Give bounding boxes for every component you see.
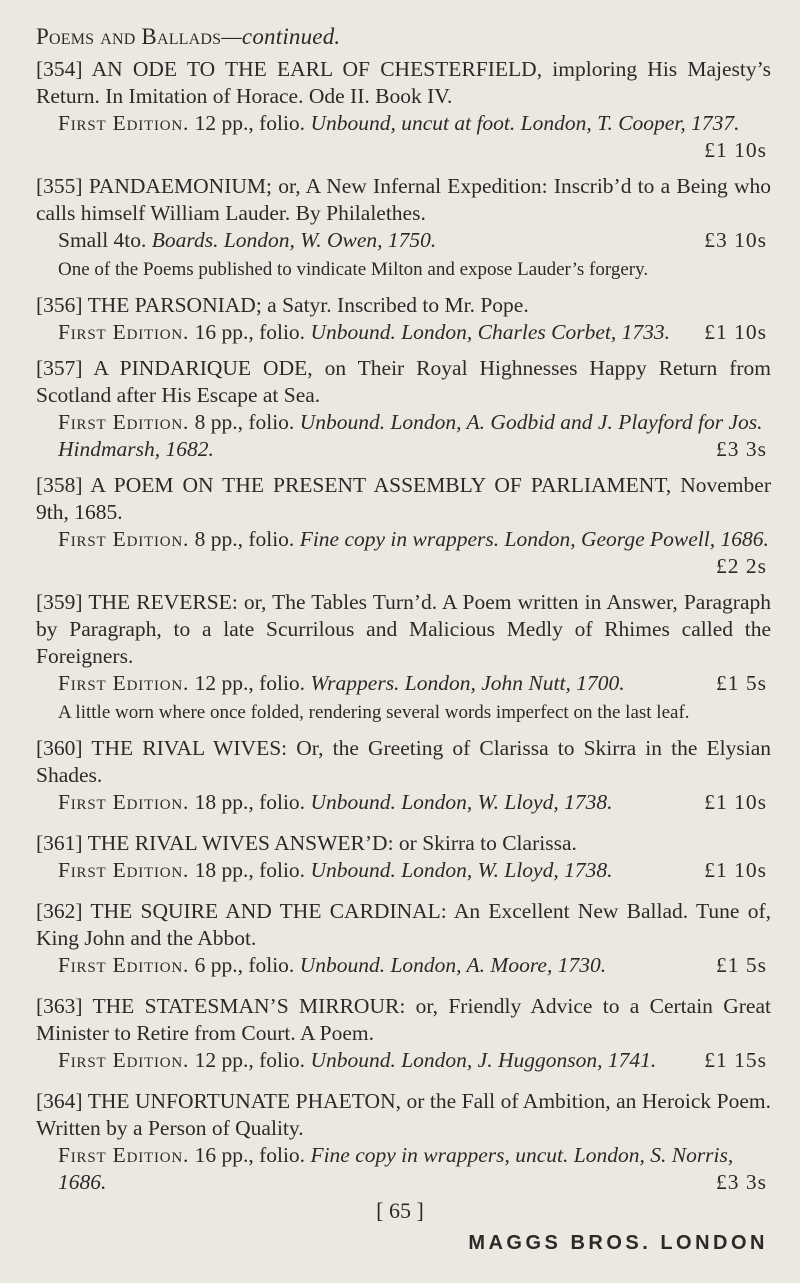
entry-price: £1 10s (704, 790, 767, 814)
entry-price: £2 2s (716, 554, 767, 578)
entry-price: £1 5s (716, 671, 767, 695)
entry-collation: 16 pp., folio. (194, 320, 306, 344)
entry-title (36, 355, 771, 409)
entry-price: £3 3s (716, 437, 767, 461)
entry-details (36, 110, 771, 162)
entry-price: £1 5s (716, 953, 767, 977)
entry-collation: 18 pp., folio. (194, 858, 306, 882)
entry-edition: First Edition. (58, 790, 190, 814)
entry-title (36, 589, 771, 670)
entry-imprint: Unbound. London, W. Lloyd, 1738. (310, 858, 613, 882)
entry-title-text: THE UNFORTUNATE PHAETON, or the Fall of Ambition, an Heroick Poem. Written by a Person of Quality. (36, 1089, 771, 1140)
catalogue-entry (36, 56, 771, 164)
entry-details (36, 670, 771, 697)
entry-number: [358] (36, 473, 83, 497)
entry-number: [363] (36, 994, 83, 1018)
entry-title-text: THE RIVAL WIVES ANSWER’D: or Skirra to Clarissa. (87, 831, 577, 855)
entry-title (36, 56, 771, 110)
entry-collation: 12 pp., folio. (194, 111, 306, 135)
catalogue-entry (36, 898, 771, 979)
entry-edition: First Edition. (58, 410, 190, 434)
catalogue-entry (36, 735, 771, 816)
entry-number: [364] (36, 1089, 83, 1113)
entry-imprint: Unbound. London, Charles Corbet, 1733. (310, 320, 670, 344)
entry-price: £3 3s (716, 1170, 767, 1194)
entry-edition: First Edition. (58, 527, 190, 551)
page-number: [ 65 ] (376, 1198, 424, 1223)
entry-collation: 6 pp., folio. (194, 953, 295, 977)
entry-edition: First Edition. (58, 111, 190, 135)
entry-title-text: THE STATESMAN’S MIRROUR: or, Friendly Advice to a Certain Great Minister to Retire from Court. A Poem. (36, 994, 771, 1045)
entry-imprint: Fine copy in wrappers, uncut. London, S. Norris, 1686. (58, 1143, 734, 1194)
entry-title (36, 735, 771, 789)
entry-collation: 12 pp., folio. (194, 1048, 306, 1072)
entry-price: £1 15s (704, 1048, 767, 1072)
entry-number: [354] (36, 57, 83, 81)
entry-title (36, 472, 771, 526)
entry-collation: 8 pp., folio. (194, 410, 295, 434)
entry-edition: First Edition. (58, 1048, 190, 1072)
entry-imprint: Unbound. London, J. Huggonson, 1741. (310, 1048, 657, 1072)
entry-title (36, 1088, 771, 1142)
entry-collation: 18 pp., folio. (194, 790, 306, 814)
catalogue-entry (36, 292, 771, 346)
entry-list (36, 56, 771, 1205)
entry-number: [357] (36, 356, 83, 380)
entry-edition: First Edition. (58, 953, 190, 977)
entry-details (36, 409, 771, 463)
entry-collation: 16 pp., folio. (194, 1143, 306, 1167)
entry-collation: 12 pp., folio. (194, 671, 306, 695)
entry-title (36, 898, 771, 952)
section-continued: —continued. (221, 24, 341, 49)
entry-title (36, 993, 771, 1047)
entry-title-text: AN ODE TO THE EARL OF CHESTERFIELD, imploring His Majesty’s Return. In Imitation of Horace. Ode II. Book IV. (36, 57, 771, 108)
entry-details (36, 1142, 771, 1196)
publisher-imprint: MAGGS BROS. LONDON (468, 1232, 768, 1254)
entry-details (36, 857, 771, 884)
entry-title-text: THE RIVAL WIVES: Or, the Greeting of Clarissa to Skirra in the Elysian Shades. (36, 736, 771, 787)
entry-title-text: THE SQUIRE AND THE CARDINAL: An Excellent New Ballad. Tune of, King John and the Abbot. (36, 899, 771, 950)
entry-title-text: THE PARSONIAD; a Satyr. Inscribed to Mr. Pope. (87, 293, 529, 317)
entry-number: [356] (36, 293, 83, 317)
entry-details (36, 526, 771, 578)
entry-edition: First Edition. (58, 320, 190, 344)
entry-imprint: Unbound. London, A. Godbid and J. Playford for Jos. Hindmarsh, 1682. (58, 410, 763, 461)
entry-imprint: Unbound, uncut at foot. London, T. Cooper, 1737. (310, 111, 740, 135)
catalogue-entry (36, 472, 771, 580)
entry-edition: Small 4to. (58, 228, 147, 252)
entry-price: £3 10s (704, 228, 767, 252)
entry-details (36, 789, 771, 816)
entry-title-text: PANDAEMONIUM; or, A New Infernal Expedition: Inscrib’d to a Being who calls himself William Lauder. By Philalethes. (36, 174, 772, 225)
section-heading (36, 22, 340, 52)
entry-collation: 8 pp., folio. (194, 527, 295, 551)
entry-note: One of the Poems published to vindicate Milton and expose Lauder’s forgery. (58, 259, 649, 280)
entry-price: £1 10s (704, 320, 767, 344)
entry-number: [360] (36, 736, 83, 760)
entry-imprint: Fine copy in wrappers. London, George Powell, 1686. (299, 527, 769, 551)
entry-price: £1 10s (704, 858, 767, 882)
entry-number: [361] (36, 831, 83, 855)
entry-imprint: Unbound. London, A. Moore, 1730. (299, 953, 607, 977)
section-title: Poems and Ballads (36, 24, 222, 49)
catalogue-entry (36, 173, 771, 283)
catalogue-entry (36, 1088, 771, 1196)
entry-title-text: A PINDARIQUE ODE, on Their Royal Highnesses Happy Return from Scotland after His Escape at Sea. (36, 356, 771, 407)
entry-imprint: Wrappers. London, John Nutt, 1700. (310, 671, 625, 695)
catalogue-entry (36, 355, 771, 463)
entry-number: [359] (36, 590, 83, 614)
entry-details (36, 952, 771, 979)
catalogue-entry (36, 993, 771, 1074)
entry-imprint: Boards. London, W. Owen, 1750. (151, 228, 437, 252)
entry-details (36, 319, 771, 346)
catalogue-entry (36, 589, 771, 726)
entry-title (36, 830, 771, 857)
entry-imprint: Unbound. London, W. Lloyd, 1738. (310, 790, 613, 814)
entry-details (36, 1047, 771, 1074)
entry-title-text: A POEM ON THE PRESENT ASSEMBLY OF PARLIAMENT, November 9th, 1685. (36, 473, 771, 524)
entry-price: £1 10s (704, 138, 767, 162)
entry-title-text: THE REVERSE: or, The Tables Turn’d. A Poem written in Answer, Paragraph by Paragraph, to a late Scurrilous and Malicious Medly of Rhimes called the Foreigners. (36, 590, 771, 668)
entry-details (36, 227, 771, 254)
catalogue-entry (36, 830, 771, 884)
entry-edition: First Edition. (58, 1143, 190, 1167)
entry-title (36, 292, 771, 319)
entry-note: A little worn where once folded, rendering several words imperfect on the last leaf. (58, 702, 690, 723)
entry-title (36, 173, 771, 227)
entry-number: [355] (36, 174, 83, 198)
entry-edition: First Edition. (58, 858, 190, 882)
entry-edition: First Edition. (58, 671, 190, 695)
entry-number: [362] (36, 899, 83, 923)
